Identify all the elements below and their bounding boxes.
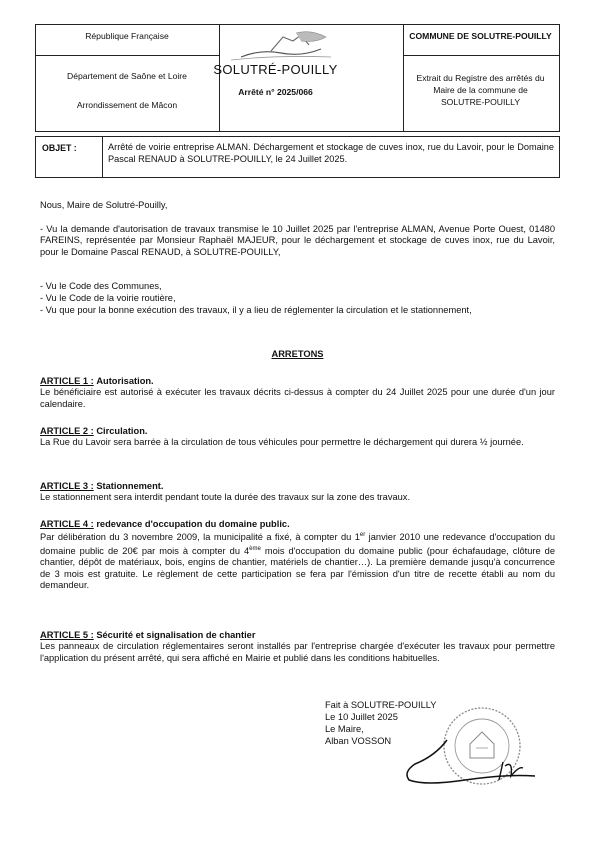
signature-place: Fait à SOLUTRE-POUILLY xyxy=(325,700,437,710)
article-4-sup-2: ème xyxy=(249,545,261,552)
objet-text: Arrêté de voirie entreprise ALMAN. Déchargement et stockage de cuves inox, rue du Lavoir, pour le Domaine Pascal RENAUD à SOLUTRE-POUILLY, le 24 Juillet 2025. xyxy=(108,142,554,164)
vu-code-voirie: - Vu le Code de la voirie routière, xyxy=(40,293,176,303)
commune-title: COMMUNE DE SOLUTRE-POUILLY xyxy=(409,31,552,41)
signature-date: Le 10 Juillet 2025 xyxy=(325,712,398,722)
objet-label-cell xyxy=(36,137,103,177)
article-2-text: La Rue du Lavoir sera barrée à la circulation de tous véhicules pour permettre le déchargement qui durera ½ journée. xyxy=(40,437,524,448)
article-1-title: Autorisation. xyxy=(96,376,154,386)
article-5-title: Sécurité et signalisation de chantier xyxy=(96,630,256,640)
article-5-text: Les panneaux de circulation réglementaires seront installés par l'entreprise chargée d'exécuter les travaux pour permettre l'application du présent arrêté, qui sera affiché en Mairie et publié dans les conditions habituelles. xyxy=(40,641,555,663)
header-divider-right xyxy=(404,55,559,56)
signature-role: Le Maire, xyxy=(325,724,364,734)
commune-logo-text: SOLUTRÉ-POUILLY xyxy=(213,62,338,77)
article-3-number: ARTICLE 3 : xyxy=(40,481,94,491)
objet-label: OBJET : xyxy=(42,143,77,153)
departement-text: Département de Saône et Loire xyxy=(67,71,187,81)
article-1 xyxy=(40,376,555,410)
article-4-text-b: janvier 2010 une redevance d'occupation du domaine public de 20€ par mois à compter du 4 xyxy=(40,532,556,556)
article-3 xyxy=(40,481,555,504)
objet-box xyxy=(35,136,560,178)
article-4-sup-1: er xyxy=(359,532,366,539)
signature-name: Alban VOSSON xyxy=(325,736,392,746)
registre-line-2: Maire de la commune de xyxy=(433,85,528,95)
article-4 xyxy=(40,519,555,592)
article-5 xyxy=(40,630,555,664)
republique-text: République Française xyxy=(85,31,169,41)
article-2 xyxy=(40,426,555,449)
arrete-number: Arrêté n° 2025/066 xyxy=(238,87,313,97)
article-1-number: ARTICLE 1 : xyxy=(40,376,94,386)
vu-execution: - Vu que pour la bonne exécution des travaux, il y a lieu de réglementer la circulation et le stationnement, xyxy=(40,305,472,315)
registre-line-3: SOLUTRE-POUILLY xyxy=(440,97,521,107)
article-3-title: Stationnement. xyxy=(96,481,164,491)
vu-code-communes: - Vu le Code des Communes, xyxy=(40,281,162,291)
header-divider-left xyxy=(36,55,219,56)
article-4-title: redevance d'occupation du domaine public. xyxy=(96,519,290,529)
article-1-text: Le bénéficiaire est autorisé à exécuter les travaux décrits ci-dessus à compter du 24 Juillet 2025 pour une durée d'un jour calendaire. xyxy=(40,387,555,409)
commune-logo-icon xyxy=(201,27,351,67)
article-4-text-a: Par délibération du 3 novembre 2009, la municipalité a fixé, à compter du 1 xyxy=(40,532,360,543)
article-4-text-c: mois d'occupation du domaine public (pour échafaudage, clôture de chantier, dépôt de matériaux, bois, engins de chantier, matériels de chantier…). La première demande jusqu'à concurrence de 3 mois est gratuite. Le règlement de cette participation se fera par l'émission d'un titre de recette établi au nom du demandeur. xyxy=(40,546,555,591)
handwritten-signature-icon xyxy=(395,736,545,786)
opening-line: Nous, Maire de Solutré-Pouilly, xyxy=(40,200,168,210)
article-2-title: Circulation. xyxy=(96,426,148,436)
vu-demande: - Vu la demande d'autorisation de travaux transmise le 10 Juillet 2025 par l'entreprise ALMAN, Avenue Porte Ouest, 01480 FAREINS, représentée par Monsieur Raphaël MAJEUR, pour le déchargement et stockage de cuves inox, rue du Lavoir, pour le Domaine Pascal RENAUD, à SOLUTRE-POUILLY, xyxy=(40,224,555,257)
registre-line-1: Extrait du Registre des arrêtés du xyxy=(416,73,545,83)
article-5-number: ARTICLE 5 : xyxy=(40,630,94,640)
arrondissement-text: Arrondissement de Mâcon xyxy=(76,100,178,110)
arretons-heading: ARRETONS xyxy=(271,349,324,359)
article-4-number: ARTICLE 4 : xyxy=(40,519,94,529)
article-2-number: ARTICLE 2 : xyxy=(40,426,94,436)
article-3-text: Le stationnement sera interdit pendant toute la durée des travaux sur la zone des travaux. xyxy=(40,492,411,503)
